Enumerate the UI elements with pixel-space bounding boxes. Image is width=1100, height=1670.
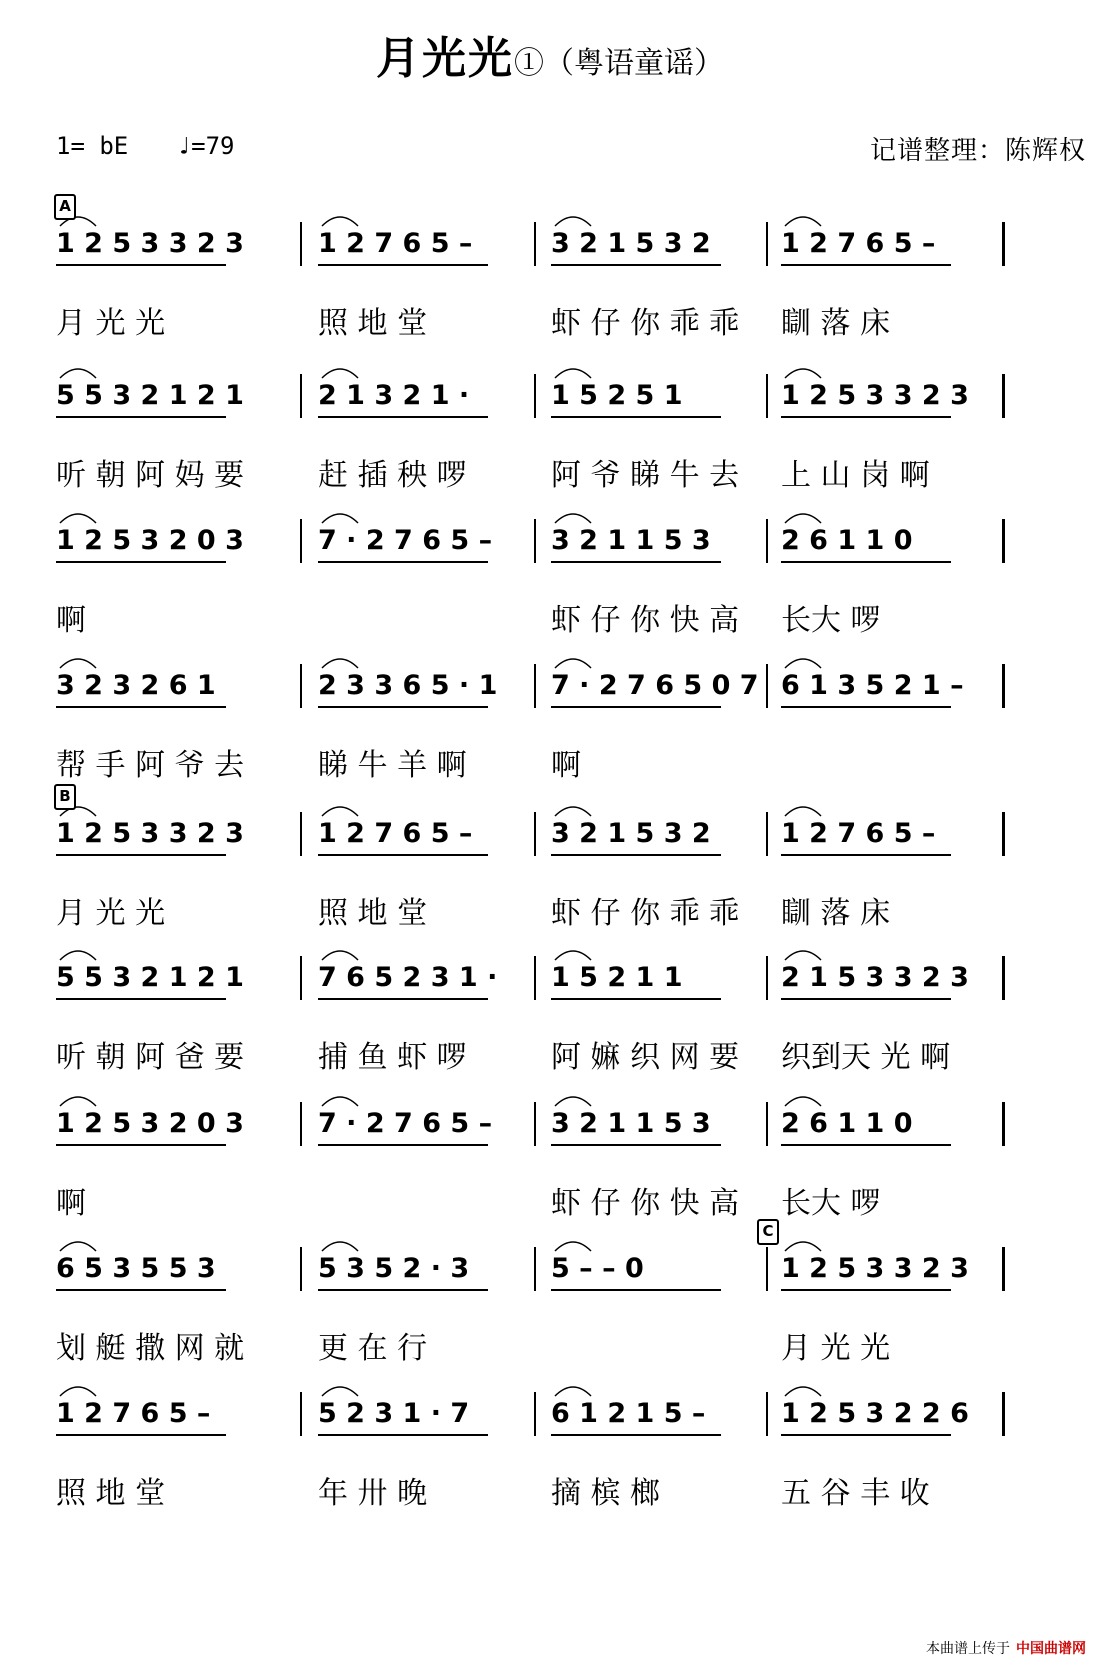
lyric-text: 划 艇 撒 网 就 xyxy=(56,1331,245,1366)
notation-row xyxy=(56,525,1086,577)
notation-row xyxy=(56,962,1086,1014)
arranger-credit: 记谱整理：陈辉权 xyxy=(869,136,1086,166)
measure-notes: 1 2 5 3 2 0 3 xyxy=(56,525,244,556)
measure-notes: 5 3 5 2 · 3 xyxy=(318,1253,470,1284)
measure-notes: 1 2 7 6 5 – xyxy=(318,818,473,849)
slur-arc xyxy=(785,659,821,668)
lyric-text: 啊 xyxy=(56,1186,86,1221)
slur-marks xyxy=(56,1231,1086,1255)
footer-brand: 中国曲谱网 xyxy=(1016,1641,1086,1657)
measure-notes: 6 1 2 1 5 – xyxy=(551,1398,706,1429)
measure-notes: 1 2 7 6 5 – xyxy=(781,228,936,259)
beam-underline xyxy=(56,706,226,708)
lyric-text: 虾 仔 你 快 高 xyxy=(551,603,740,638)
slur-arc xyxy=(60,659,96,668)
slur-arc xyxy=(322,659,358,668)
lyric-text: 阿 爷 睇 牛 去 xyxy=(551,458,740,493)
notation-row xyxy=(56,670,1086,722)
lyric-text: 照 地 堂 xyxy=(56,1476,166,1511)
lyric-text: 照 地 堂 xyxy=(318,306,428,341)
beam-underline xyxy=(318,264,488,266)
slur-marks xyxy=(56,648,1086,672)
beam-underline xyxy=(781,998,951,1000)
slur-arc xyxy=(785,951,821,960)
lyric-text: 瞓 落 床 xyxy=(781,896,891,931)
slur-arc xyxy=(785,217,821,226)
lyric-text: 上 山 岗 啊 xyxy=(781,458,930,493)
beam-underline xyxy=(56,854,226,856)
slur-marks xyxy=(56,358,1086,382)
measure-notes: 1 5 2 5 1 xyxy=(551,380,683,411)
slur-arc xyxy=(555,217,591,226)
tempo-marking: ♩=79 xyxy=(176,132,235,160)
slur-arc xyxy=(555,1242,591,1251)
lyric-text: 捕 鱼 虾 啰 xyxy=(318,1040,467,1075)
slur-marks xyxy=(56,206,1086,230)
slur-arc xyxy=(555,1097,591,1106)
notation-row xyxy=(56,1398,1086,1450)
beam-underline xyxy=(781,264,951,266)
beam-underline xyxy=(781,561,951,563)
slur-arc xyxy=(322,369,358,378)
slur-marks xyxy=(56,796,1086,820)
measure-notes: 1 2 5 3 3 2 3 xyxy=(56,228,244,259)
slur-marks xyxy=(56,940,1086,964)
measure-notes: 2 1 3 2 1 · xyxy=(318,380,470,411)
measure-notes: 1 2 5 3 3 2 3 xyxy=(781,1253,969,1284)
lyric-text: 睇 牛 羊 啊 xyxy=(318,748,467,783)
rehearsal-mark: A xyxy=(54,194,76,220)
rehearsal-mark: C xyxy=(757,1219,779,1245)
beam-underline xyxy=(551,706,721,708)
measure-notes: 6 1 3 5 2 1 – xyxy=(781,670,964,701)
lyric-text: 摘 槟 榔 xyxy=(551,1476,661,1511)
beam-underline xyxy=(318,416,488,418)
lyric-text: 长大 啰 xyxy=(781,603,881,638)
beam-underline xyxy=(781,706,951,708)
slur-arc xyxy=(60,1387,96,1396)
measure-notes: 3 2 3 2 6 1 xyxy=(56,670,216,701)
slur-arc xyxy=(60,514,96,523)
notation-row xyxy=(56,1108,1086,1160)
lyric-text: 阿 嫲 织 网 要 xyxy=(551,1040,740,1075)
measure-notes: 2 6 1 1 0 xyxy=(781,1108,913,1139)
beam-underline xyxy=(56,561,226,563)
lyric-text: 听 朝 阿 妈 要 xyxy=(56,458,245,493)
beam-underline xyxy=(781,1144,951,1146)
measure-notes: 3 2 1 1 5 3 xyxy=(551,1108,711,1139)
slur-arc xyxy=(60,951,96,960)
lyric-text: 年 卅 晚 xyxy=(318,1476,428,1511)
slur-arc xyxy=(785,514,821,523)
measure-notes: 5 5 3 2 1 2 1 xyxy=(56,380,244,411)
slur-arc xyxy=(322,1242,358,1251)
footer-source xyxy=(926,1638,1086,1658)
beam-underline xyxy=(781,1289,951,1291)
measure-notes: 6 5 3 5 5 3 xyxy=(56,1253,216,1284)
lyric-text: 啊 xyxy=(56,603,86,638)
title-main: 月光光 xyxy=(376,33,514,84)
measure-notes: 1 2 5 3 3 2 3 xyxy=(56,818,244,849)
measure-notes: 2 6 1 1 0 xyxy=(781,525,913,556)
lyric-text: 月 光 光 xyxy=(56,306,166,341)
key-tempo xyxy=(56,132,235,160)
slur-arc xyxy=(60,1097,96,1106)
notation-row xyxy=(56,787,1086,870)
slur-arc xyxy=(785,369,821,378)
lyric-text: 瞓 落 床 xyxy=(781,306,891,341)
title-sub: ①（粤语童谣） xyxy=(514,46,724,81)
notation-row xyxy=(56,1222,1086,1305)
slur-arc xyxy=(785,1242,821,1251)
measure-notes: 5 5 3 2 1 2 1 xyxy=(56,962,244,993)
measure-notes: 3 2 1 1 5 3 xyxy=(551,525,711,556)
measure-notes: 5 – – 0 xyxy=(551,1253,644,1284)
lyric-text: 虾 仔 你 快 高 xyxy=(551,1186,740,1221)
slur-arc xyxy=(322,1097,358,1106)
beam-underline xyxy=(56,1144,226,1146)
slur-marks xyxy=(56,1376,1086,1400)
beam-underline xyxy=(318,1434,488,1436)
beam-underline xyxy=(56,264,226,266)
measure-notes: 7 6 5 2 3 1 · xyxy=(318,962,498,993)
beam-underline xyxy=(318,706,488,708)
footer-text: 本曲谱上传于 xyxy=(926,1641,1010,1657)
slur-arc xyxy=(322,807,358,816)
slur-arc xyxy=(322,1387,358,1396)
beam-underline xyxy=(56,998,226,1000)
measure-notes: 1 2 5 3 2 0 3 xyxy=(56,1108,244,1139)
lyric-text: 织到天 光 啊 xyxy=(781,1040,951,1075)
slur-marks xyxy=(56,1086,1086,1110)
slur-arc xyxy=(555,514,591,523)
key-signature: 1= bE xyxy=(56,132,129,160)
lyric-text: 赶 插 秧 啰 xyxy=(318,458,467,493)
measure-notes: 2 3 3 6 5 · 1 xyxy=(318,670,498,701)
measure-notes: 1 2 5 3 3 2 3 xyxy=(781,380,969,411)
beam-underline xyxy=(56,1434,226,1436)
measure-notes: 1 2 7 6 5 – xyxy=(781,818,936,849)
slur-marks xyxy=(56,503,1086,527)
lyric-text: 更 在 行 xyxy=(318,1331,428,1366)
lyric-text: 月 光 光 xyxy=(56,896,166,931)
lyric-text: 虾 仔 你 乖 乖 xyxy=(551,306,740,341)
beam-underline xyxy=(551,264,721,266)
slur-arc xyxy=(555,951,591,960)
measure-notes: 1 5 2 1 1 xyxy=(551,962,683,993)
measure-notes: 7 · 2 7 6 5 – xyxy=(318,1108,493,1139)
beam-underline xyxy=(551,416,721,418)
slur-arc xyxy=(785,807,821,816)
measure-notes: 3 2 1 5 3 2 xyxy=(551,228,711,259)
measure-notes: 1 2 5 3 2 2 6 xyxy=(781,1398,969,1429)
measure-notes: 3 2 1 5 3 2 xyxy=(551,818,711,849)
slur-arc xyxy=(785,1097,821,1106)
notation-row xyxy=(56,197,1086,280)
measure-notes: 7 · 2 7 6 5 – xyxy=(318,525,493,556)
beam-underline xyxy=(781,1434,951,1436)
beam-underline xyxy=(56,416,226,418)
lyric-text: 虾 仔 你 乖 乖 xyxy=(551,896,740,931)
slur-arc xyxy=(322,951,358,960)
measure-notes: 1 2 7 6 5 – xyxy=(56,1398,211,1429)
slur-arc xyxy=(322,514,358,523)
slur-arc xyxy=(60,369,96,378)
beam-underline xyxy=(551,561,721,563)
measure-notes: 2 1 5 3 3 2 3 xyxy=(781,962,969,993)
slur-arc xyxy=(60,1242,96,1251)
slur-arc xyxy=(555,659,591,668)
beam-underline xyxy=(56,1289,226,1291)
slur-arc xyxy=(555,369,591,378)
lyric-text: 长大 啰 xyxy=(781,1186,881,1221)
lyric-text: 五 谷 丰 收 xyxy=(781,1476,930,1511)
beam-underline xyxy=(318,561,488,563)
beam-underline xyxy=(318,998,488,1000)
measure-notes: 7 · 2 7 6 5 0 7 xyxy=(551,670,759,701)
beam-underline xyxy=(781,416,951,418)
measure-notes: 1 2 7 6 5 – xyxy=(318,228,473,259)
lyric-text: 帮 手 阿 爷 去 xyxy=(56,748,245,783)
beam-underline xyxy=(551,998,721,1000)
slur-arc xyxy=(555,1387,591,1396)
rehearsal-mark: B xyxy=(54,784,76,810)
lyric-text: 照 地 堂 xyxy=(318,896,428,931)
beam-underline xyxy=(551,1434,721,1436)
slur-arc xyxy=(555,807,591,816)
beam-underline xyxy=(551,854,721,856)
lyric-text: 听 朝 阿 爸 要 xyxy=(56,1040,245,1075)
beam-underline xyxy=(551,1144,721,1146)
lyric-text: 啊 xyxy=(551,748,581,783)
measure-notes: 5 2 3 1 · 7 xyxy=(318,1398,470,1429)
notation-row xyxy=(56,380,1086,432)
slur-arc xyxy=(785,1387,821,1396)
beam-underline xyxy=(318,1144,488,1146)
beam-underline xyxy=(551,1289,721,1291)
beam-underline xyxy=(318,1289,488,1291)
slur-arc xyxy=(322,217,358,226)
lyric-text: 月 光 光 xyxy=(781,1331,891,1366)
score-title xyxy=(0,22,1100,86)
beam-underline xyxy=(318,854,488,856)
beam-underline xyxy=(781,854,951,856)
